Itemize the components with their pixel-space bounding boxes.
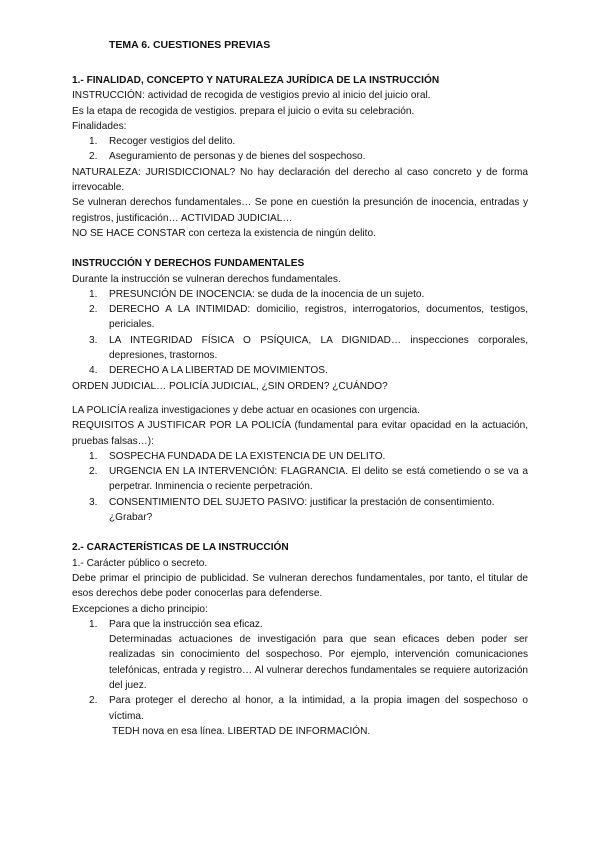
paragraph: Excepciones a dicho principio: [72, 603, 208, 615]
list-item: 1. PRESUNCIÓN DE INOCENCIA: se duda de la inocencia de un sujeto. [89, 288, 425, 300]
paragraph: Debe primar el principio de publicidad. Se vulneran derechos fundamentales, por tanto, el titular de esos derechos debe poder conocerlas para defenderse. [72, 572, 528, 600]
list-item: 2. Para proteger el derecho al honor, a la intimidad, a la propia imagen del sospechoso o víctima. [89, 695, 528, 722]
list-item: 1. Recoger vestigios del delito. [89, 136, 236, 148]
list-item: 2. Aseguramiento de personas y de bienes del sospechoso. [89, 151, 366, 163]
paragraph: LA POLICÍA realiza investigaciones y debe actuar en ocasiones con urgencia. [72, 404, 420, 416]
list-item: 2. URGENCIA EN LA INTERVENCIÓN: FLAGRANCIA. El delito se está cometiendo o se va a perpetrar. Inminencia o reciente perpetración. [89, 466, 528, 493]
section-heading: 1.- FINALIDAD, CONCEPTO Y NATURALEZA JURÍDICA DE LA INSTRUCCIÓN [72, 75, 440, 86]
list-item: 2. DERECHO A LA INTIMIDAD: domicilio, registros, interrogatorios, documentos, testigos, periciales. [89, 304, 528, 331]
paragraph: NATURALEZA: JURISDICCIONAL? No hay declaración del derecho al caso concreto y de forma irrevocable. [72, 166, 528, 194]
numbered-list [72, 449, 528, 525]
numbered-list [72, 134, 528, 165]
document-body [72, 73, 528, 739]
section-heading: INSTRUCCIÓN Y DERECHOS FUNDAMENTALES [72, 258, 305, 270]
list-item: 3. CONSENTIMIENTO DEL SUJETO PASIVO: justificar la prestación de consentimiento. ¿Grabar? [89, 496, 495, 524]
paragraph: ORDEN JUDICIAL… POLICÍA JUDICIAL, ¿SIN ORDEN? ¿CUÁNDO? [72, 380, 388, 392]
paragraph: Durante la instrucción se vulneran derechos fundamentales. [72, 273, 341, 285]
paragraph: REQUISITOS A JUSTIFICAR POR LA POLICÍA (fundamental para evitar opacidad en la actuación, pruebas falsas…): [72, 420, 528, 447]
list-item: 4. DERECHO A LA LIBERTAD DE MOVIMIENTOS. [89, 365, 328, 377]
list-item: 1. Para que la instrucción sea eficaz. [89, 618, 263, 630]
paragraph: INSTRUCCIÓN: actividad de recogida de vestigios previo al inicio del juicio oral. [72, 90, 431, 102]
paragraph: Es la etapa de recogida de vestigios. prepara el juicio o evita su celebración. [72, 105, 415, 117]
document-title: TEMA 6. CUESTIONES PREVIAS [109, 39, 271, 51]
list-item-detail: Determinadas actuaciones de investigación para que sean eficaces deben poder ser realizadas sin conocimiento del sospechoso. Por ejemplo, intervención comunicaciones telefónicas, entrada y registro… Al vulnerar derechos fundamentales se requiere autorización del juez. [109, 634, 528, 691]
section-heading: 2.- CARACTERÍSTICAS DE LA INSTRUCCIÓN [72, 542, 289, 554]
numbered-list [72, 287, 528, 379]
paragraph: 1.- Carácter público o secreto. [72, 557, 208, 569]
list-item-detail: TEDH nova en esa línea. LIBERTAD DE INFORMACIÓN. [112, 725, 371, 737]
paragraph: Se vulneran derechos fundamentales… Se pone en cuestión la presunción de inocencia, entradas y registros, justificación… ACTIVIDAD JUDICIAL… [72, 197, 528, 224]
list-item: 3. LA INTEGRIDAD FÍSICA O PSÍQUICA, LA DIGNIDAD… inspecciones corporales, depresiones, trastornos. [89, 334, 528, 362]
paragraph: NO SE HACE CONSTAR con certeza la existencia de ningún delito. [72, 227, 376, 239]
numbered-list [72, 617, 528, 632]
paragraph: Finalidades: [72, 120, 127, 132]
list-item: 1. SOSPECHA FUNDADA DE LA EXISTENCIA DE UN DELITO. [89, 450, 386, 462]
numbered-list [72, 693, 528, 724]
